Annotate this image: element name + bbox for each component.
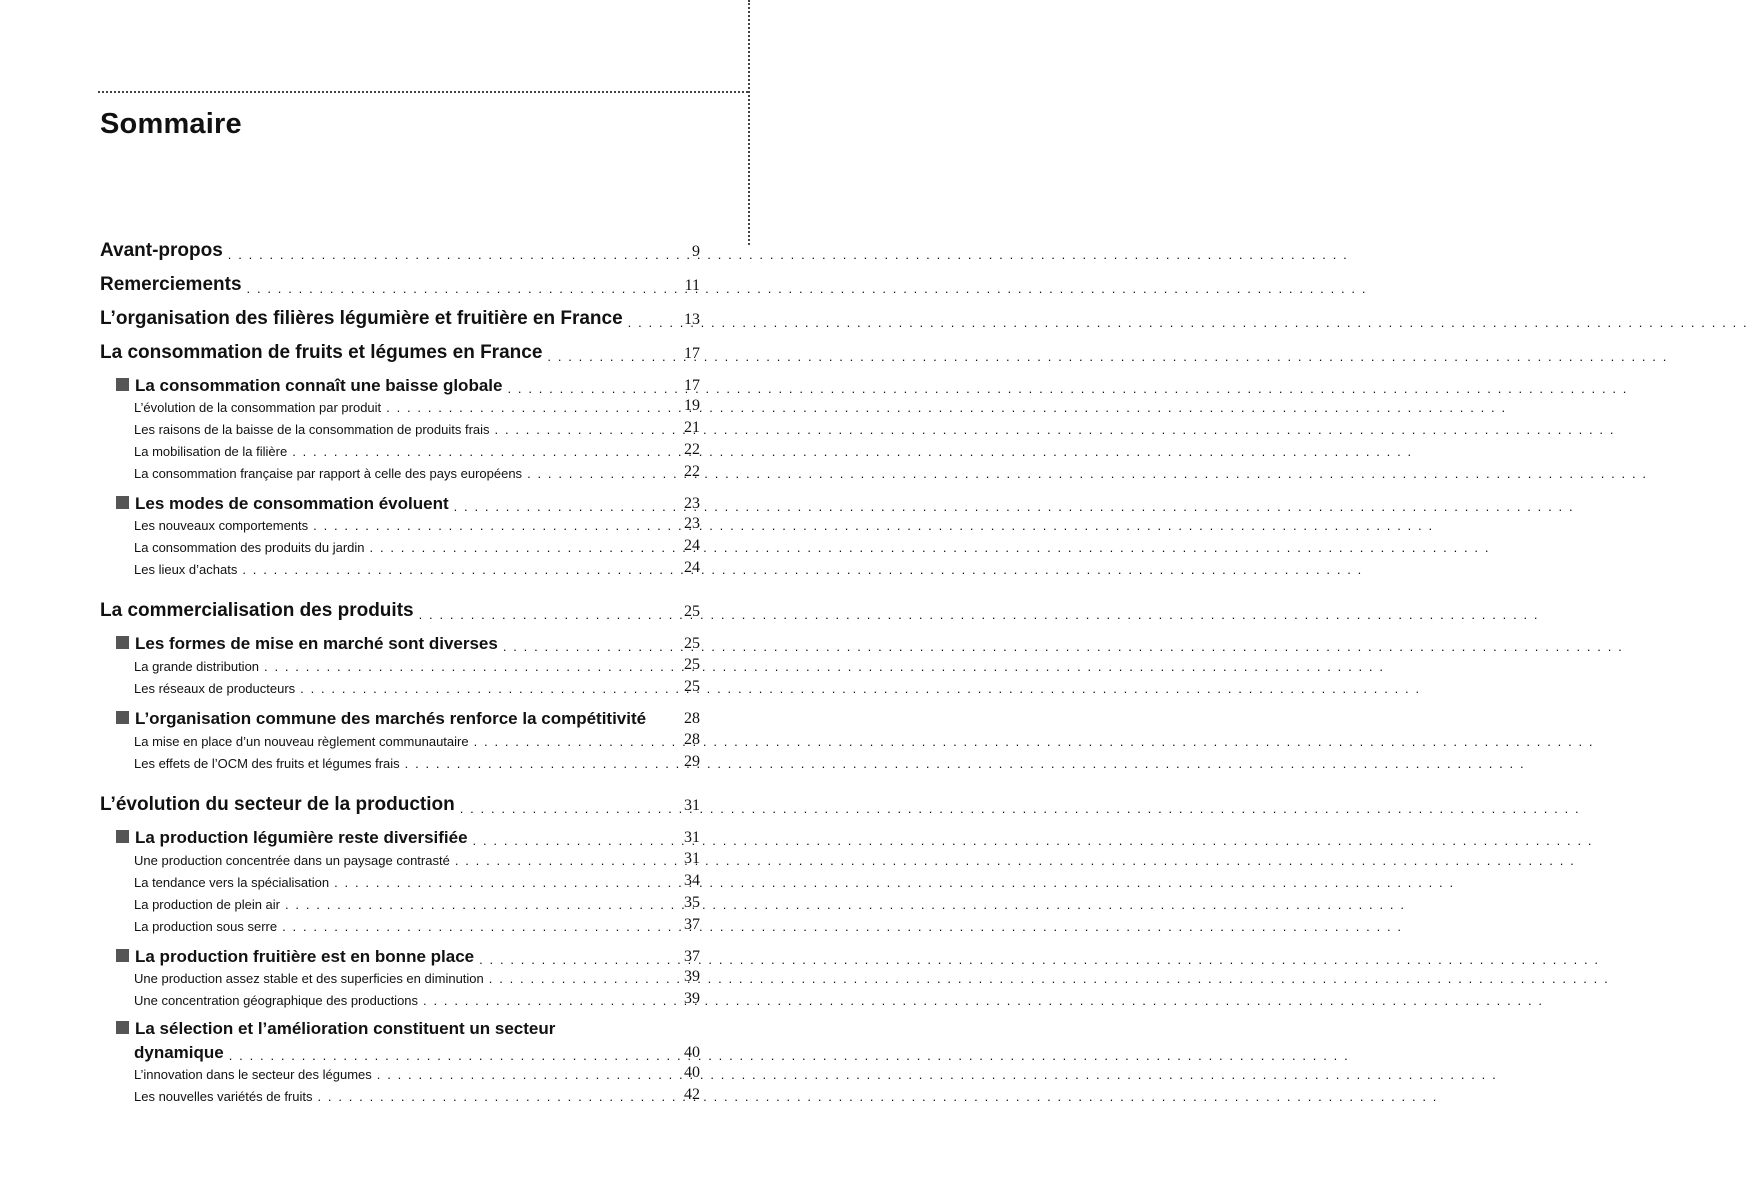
dot-leader bbox=[547, 350, 652, 364]
toc-entry-label: Les réseaux de producteurs bbox=[134, 681, 296, 696]
toc-entry-page: 42 bbox=[684, 1086, 700, 1103]
toc-entry-label: L’organisation des filières légumière et fruitière en France bbox=[100, 308, 623, 329]
toc-entry-level3[interactable] bbox=[134, 731, 700, 749]
toc-entry-page: 25 bbox=[684, 635, 700, 652]
dot-leader bbox=[228, 248, 652, 262]
square-bullet-icon bbox=[116, 1021, 129, 1034]
toc-entry-label: Les raisons de la baisse de la consommation de produits frais bbox=[134, 422, 490, 437]
toc-entry-label: Avant-propos bbox=[100, 240, 223, 261]
toc-entry-level2[interactable] bbox=[116, 945, 700, 967]
toc-entry-level3[interactable] bbox=[134, 419, 700, 437]
toc-entry-label: Les lieux d’achats bbox=[134, 562, 238, 577]
toc-entry-page: 9 bbox=[692, 243, 700, 260]
dot-leader bbox=[527, 467, 652, 481]
toc-entry-label: L’évolution du secteur de la production bbox=[100, 794, 455, 815]
toc-entry-page: 35 bbox=[684, 894, 700, 911]
toc-entry-level3[interactable] bbox=[134, 968, 700, 986]
dot-leader bbox=[370, 541, 652, 555]
toc-entry-level3[interactable] bbox=[134, 872, 700, 890]
toc-entry-label: L’évolution de la consommation par produit bbox=[134, 400, 382, 415]
dot-leader bbox=[377, 1068, 652, 1082]
toc-entry-label: Les nouvelles variétés de fruits bbox=[134, 1089, 313, 1104]
dot-leader bbox=[473, 834, 652, 848]
toc-entry-level3[interactable] bbox=[134, 441, 700, 459]
toc-entry-page: 22 bbox=[684, 441, 700, 458]
toc-entry-label: La consommation de fruits et légumes en France bbox=[100, 342, 543, 363]
dot-leader bbox=[489, 972, 652, 986]
dot-leader bbox=[386, 401, 652, 415]
toc-entry-page: 28 bbox=[684, 731, 700, 748]
toc-entry-label: La mise en place d’un nouveau règlement communautaire bbox=[134, 734, 469, 749]
dot-leader bbox=[229, 1049, 652, 1063]
toc-entry-page: 31 bbox=[684, 850, 700, 867]
dot-leader bbox=[300, 682, 652, 696]
dot-leader bbox=[292, 445, 652, 459]
toc-entry-level3[interactable] bbox=[134, 850, 700, 868]
toc-entry-level3[interactable] bbox=[134, 397, 700, 415]
toc-entry-level3[interactable] bbox=[134, 1086, 700, 1104]
toc-entry-label: La commercialisation des produits bbox=[100, 600, 414, 621]
vertical-dotted-rule bbox=[748, 0, 750, 245]
horizontal-dotted-rule bbox=[98, 91, 748, 93]
dot-leader bbox=[285, 898, 652, 912]
toc-entry-page: 29 bbox=[684, 753, 700, 770]
square-bullet-icon bbox=[116, 636, 129, 649]
toc-entry-label: L’innovation dans le secteur des légumes bbox=[134, 1067, 372, 1082]
toc-entry-level3[interactable] bbox=[134, 678, 700, 696]
toc-entry-level3[interactable] bbox=[134, 463, 700, 481]
toc-entry-page: 13 bbox=[684, 311, 700, 328]
toc-entry-page: 37 bbox=[684, 948, 700, 965]
toc-entry-page: 39 bbox=[684, 990, 700, 1007]
dot-leader bbox=[454, 500, 652, 514]
toc-entry-page: 25 bbox=[684, 678, 700, 695]
dot-leader bbox=[247, 282, 652, 296]
toc-entry-level3[interactable] bbox=[134, 990, 700, 1008]
toc-entry-label: dynamique bbox=[134, 1043, 224, 1062]
toc-entry-page: 28 bbox=[684, 710, 700, 727]
toc-entry-label: L’organisation commune des marchés renforce la compétitivité bbox=[135, 709, 647, 728]
square-bullet-icon bbox=[116, 711, 129, 724]
toc-entry-page: 24 bbox=[684, 559, 700, 576]
toc-entry-page: 40 bbox=[684, 1044, 700, 1061]
dot-leader bbox=[419, 608, 652, 622]
square-bullet-icon bbox=[116, 830, 129, 843]
toc-entry-level3[interactable] bbox=[134, 559, 700, 577]
toc-entry-level1[interactable] bbox=[100, 340, 700, 364]
toc-entry-level2[interactable] bbox=[116, 707, 700, 729]
toc-entry-page: 37 bbox=[684, 916, 700, 933]
toc-entry-page: 34 bbox=[684, 872, 700, 889]
dot-leader bbox=[423, 994, 652, 1008]
toc-entry-page: 31 bbox=[684, 797, 700, 814]
toc-entry-level2[interactable] bbox=[116, 492, 700, 514]
toc-entry-page: 21 bbox=[684, 419, 700, 436]
toc-entry-label: La production légumière reste diversifiée bbox=[135, 828, 468, 847]
dot-leader bbox=[313, 519, 652, 533]
toc-entry-level2-line1[interactable] bbox=[116, 1019, 555, 1039]
dot-leader bbox=[264, 660, 652, 674]
dot-leader bbox=[282, 920, 652, 934]
dot-leader bbox=[651, 715, 652, 729]
toc-entry-label: La sélection et l’amélioration constituent un secteur bbox=[135, 1019, 556, 1038]
square-bullet-icon bbox=[116, 378, 129, 391]
dot-leader bbox=[317, 1090, 652, 1104]
toc-entry-page: 23 bbox=[684, 495, 700, 512]
toc-entry-label: La consommation des produits du jardin bbox=[134, 540, 365, 555]
toc-entry-label: Une concentration géographique des productions bbox=[134, 993, 419, 1008]
toc-entry-label: Une production assez stable et des superficies en diminution bbox=[134, 971, 484, 986]
dot-leader bbox=[507, 382, 652, 396]
toc-entry-label: La production sous serre bbox=[134, 919, 278, 934]
toc-entry-label: Remerciements bbox=[100, 274, 242, 295]
toc-entry-level3[interactable] bbox=[134, 537, 700, 555]
toc-entry-level3[interactable] bbox=[134, 515, 700, 533]
dot-leader bbox=[460, 802, 652, 816]
toc-entry-level1[interactable] bbox=[100, 306, 700, 330]
dot-leader bbox=[479, 953, 652, 967]
toc-entry-level2[interactable] bbox=[116, 374, 700, 396]
toc-entry-level1[interactable] bbox=[100, 598, 700, 622]
toc-entry-label: Les effets de l’OCM des fruits et légumes frais bbox=[134, 756, 400, 771]
toc-entry-level2[interactable] bbox=[116, 826, 700, 848]
toc-entry-page: 25 bbox=[684, 603, 700, 620]
dot-leader bbox=[474, 735, 652, 749]
toc-entry-label: La production de plein air bbox=[134, 897, 280, 912]
toc-entry-level3[interactable] bbox=[134, 1064, 700, 1082]
dot-leader bbox=[455, 854, 652, 868]
toc-entry-label: La grande distribution bbox=[134, 659, 260, 674]
toc-entry-page: 17 bbox=[684, 345, 700, 362]
toc-entry-label: Les modes de consommation évoluent bbox=[135, 494, 449, 513]
toc-entry-label: La mobilisation de la filière bbox=[134, 444, 288, 459]
toc-entry-page: 22 bbox=[684, 463, 700, 480]
toc-entry-label: Une production concentrée dans un paysage contrasté bbox=[134, 853, 450, 868]
dot-leader bbox=[242, 563, 652, 577]
toc-entry-level1[interactable] bbox=[100, 238, 700, 262]
dot-leader bbox=[405, 757, 652, 771]
toc-entry-label: La consommation connaît une baisse globale bbox=[135, 376, 503, 395]
toc-entry-label: La production fruitière est en bonne place bbox=[135, 947, 475, 966]
toc-entry-page: 24 bbox=[684, 537, 700, 554]
square-bullet-icon bbox=[116, 949, 129, 962]
toc-entry-level3[interactable] bbox=[134, 656, 700, 674]
toc-entry-label: Les nouveaux comportements bbox=[134, 518, 309, 533]
toc-entry-page: 17 bbox=[684, 377, 700, 394]
toc-entry-level3[interactable] bbox=[134, 894, 700, 912]
dot-leader bbox=[503, 640, 652, 654]
toc-entry-page: 23 bbox=[684, 515, 700, 532]
toc-entry-level1[interactable] bbox=[100, 272, 700, 296]
dot-leader bbox=[334, 876, 652, 890]
toc-entry-level2[interactable] bbox=[116, 632, 700, 654]
page-title: Sommaire bbox=[100, 108, 242, 140]
toc-entry-page: 11 bbox=[684, 277, 700, 294]
toc-entry-label: Les formes de mise en marché sont diverses bbox=[135, 634, 498, 653]
toc-entry-level3[interactable] bbox=[134, 753, 700, 771]
toc-entry-level3[interactable] bbox=[134, 916, 700, 934]
toc-entry-page: 40 bbox=[684, 1064, 700, 1081]
toc-entry-level2-line2[interactable] bbox=[134, 1041, 700, 1063]
dot-leader bbox=[628, 316, 652, 330]
toc-entry-page: 19 bbox=[684, 397, 700, 414]
toc-entry-label: La consommation française par rapport à celle des pays européens bbox=[134, 466, 523, 481]
toc-entry-page: 25 bbox=[684, 656, 700, 673]
toc-entry-page: 39 bbox=[684, 968, 700, 985]
toc-entry-page: 31 bbox=[684, 829, 700, 846]
dot-leader bbox=[495, 423, 652, 437]
toc-entry-label: La tendance vers la spécialisation bbox=[134, 875, 330, 890]
toc-entry-level1[interactable] bbox=[100, 792, 700, 816]
square-bullet-icon bbox=[116, 496, 129, 509]
